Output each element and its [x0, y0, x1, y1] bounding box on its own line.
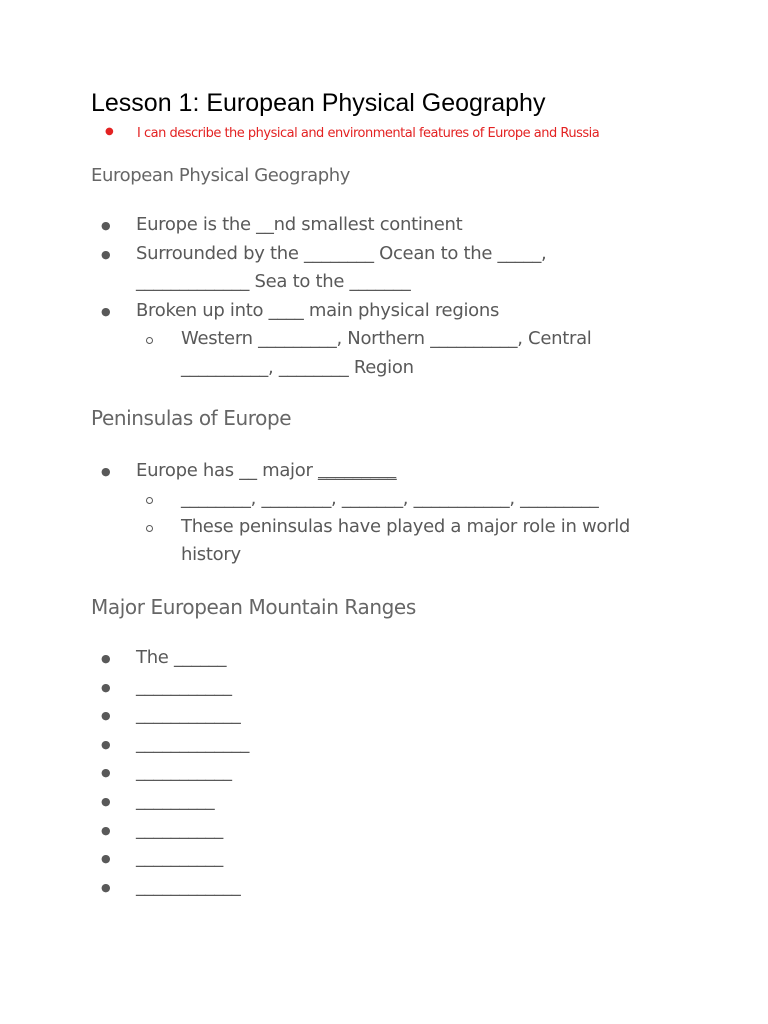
- list-item-text: Europe has __ major: [136, 460, 318, 481]
- list-item: ___________: [136, 761, 232, 782]
- sub-list-item: ________, ________, _______, ___________, _________: [181, 488, 599, 509]
- section-heading-mountain-ranges: Major European Mountain Ranges: [91, 595, 416, 619]
- page-title: Lesson 1: European Physical Geography: [91, 89, 546, 117]
- list-item: [136, 460, 396, 481]
- bullet-icon: ●: [101, 219, 111, 232]
- bullet-icon: ●: [101, 824, 111, 837]
- bullet-icon: ●: [101, 681, 111, 694]
- list-item: ___________: [136, 676, 232, 697]
- list-item: __________: [136, 847, 224, 868]
- bullet-icon: ●: [101, 652, 111, 665]
- objective-text: I can describe the physical and environmental features of Europe and Russia: [137, 126, 600, 141]
- sub-list-item: Western _________, Northern __________, Central: [181, 328, 592, 349]
- list-item: Europe is the __nd smallest continent: [136, 214, 463, 235]
- list-item: Broken up into ____ main physical regions: [136, 300, 500, 321]
- section-heading-peninsulas: Peninsulas of Europe: [91, 406, 292, 430]
- sub-list-item-continuation: history: [181, 544, 241, 565]
- bullet-icon: ●: [101, 465, 111, 478]
- list-item: Surrounded by the ________ Ocean to the _____,: [136, 243, 547, 264]
- sub-list-item: These peninsulas have played a major role in world: [181, 516, 631, 537]
- list-item: __________: [136, 819, 224, 840]
- bullet-icon: ●: [105, 126, 114, 137]
- sub-list-item-continuation: __________, ________ Region: [181, 357, 414, 378]
- bullet-icon: ●: [101, 881, 111, 894]
- section-heading-physical-geography: European Physical Geography: [91, 165, 350, 186]
- underlined-blank: _________: [317, 460, 397, 481]
- list-item: ____________: [136, 876, 241, 897]
- list-item: The ______: [136, 647, 227, 668]
- hollow-bullet-icon: [146, 497, 153, 504]
- bullet-icon: ●: [101, 709, 111, 722]
- bullet-icon: ●: [101, 738, 111, 751]
- list-item: _____________: [136, 733, 250, 754]
- hollow-bullet-icon: [146, 525, 153, 532]
- bullet-icon: ●: [101, 795, 111, 808]
- bullet-icon: ●: [101, 305, 111, 318]
- bullet-icon: ●: [101, 852, 111, 865]
- hollow-bullet-icon: [146, 337, 153, 344]
- bullet-icon: ●: [101, 766, 111, 779]
- list-item: _________: [136, 790, 215, 811]
- bullet-icon: ●: [101, 248, 111, 261]
- list-item-continuation: _____________ Sea to the _______: [136, 271, 411, 292]
- list-item: ____________: [136, 704, 241, 725]
